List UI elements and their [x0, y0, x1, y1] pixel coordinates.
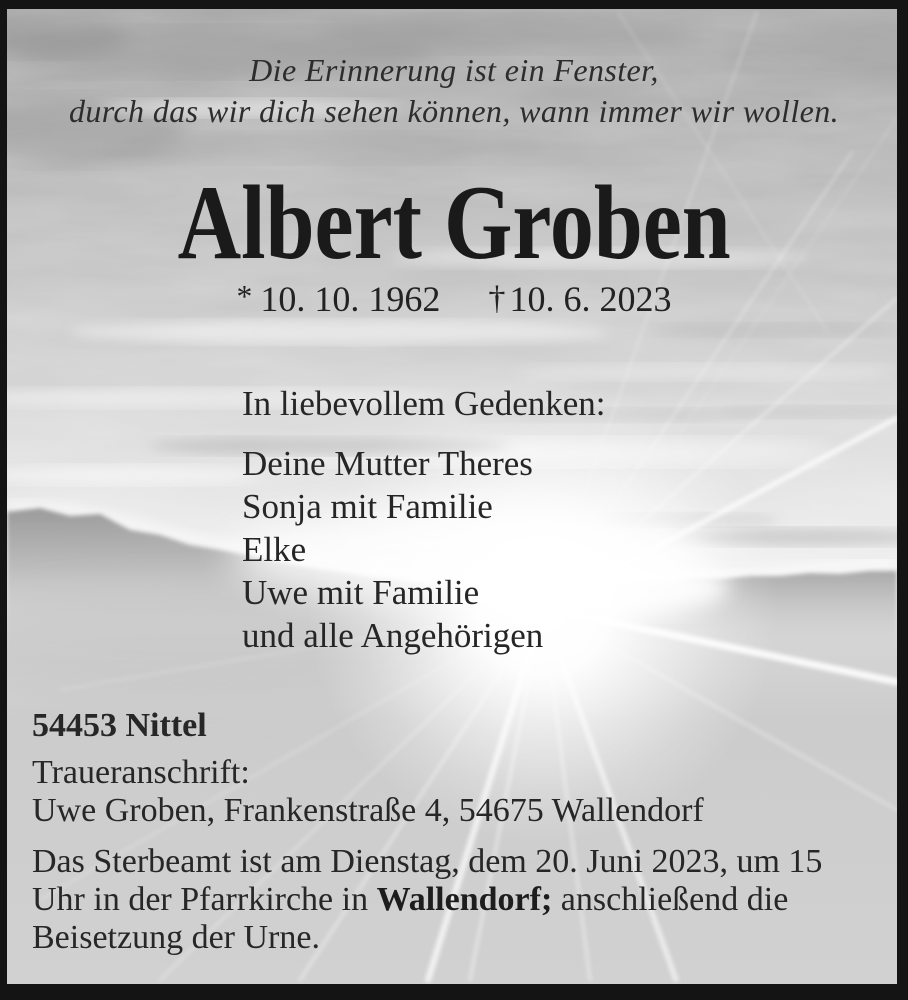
memorial-quote-line1: Die Erinnerung ist ein Fenster, [249, 52, 659, 88]
mourning-address-label: Traueranschrift: [32, 754, 250, 791]
mourning-address: Uwe Groben, Frankenstraße 4, 54675 Wallendorf [32, 792, 704, 829]
remembrance-heading: In liebevollem Gedenken: [242, 384, 606, 423]
memorial-quote-line2: durch das wir dich sehen können, wann immer wir wollen. [68, 93, 840, 129]
mourner-line: Elke [242, 530, 307, 569]
service-text-start: Das Sterbeamt ist am Dienstag, dem 20. Juni 2023, um 15 Uhr in der Pfarrkirche in [32, 843, 823, 918]
mourner-line: und alle Angehörigen [242, 616, 544, 655]
born-star-symbol: * [236, 279, 253, 314]
mourner-line: Deine Mutter Theres [242, 444, 533, 483]
mourner-line: Uwe mit Familie [242, 573, 480, 612]
birth-date-value: 10. 10. 1962 [260, 279, 441, 319]
death-date-value: 10. 6. 2023 [509, 279, 672, 319]
service-text-end: anschließend die Beisetzung der Urne. [32, 881, 789, 956]
service-location-bold: Wallendorf; [376, 881, 553, 918]
deceased-name-text: Albert Groben [177, 164, 731, 281]
photo-frame [7, 9, 897, 984]
city-line: 54453 Nittel [32, 707, 207, 744]
mourner-line: Sonja mit Familie [242, 487, 493, 526]
sky-sunburst-photo [7, 9, 897, 984]
died-cross-symbol: † [488, 280, 506, 317]
